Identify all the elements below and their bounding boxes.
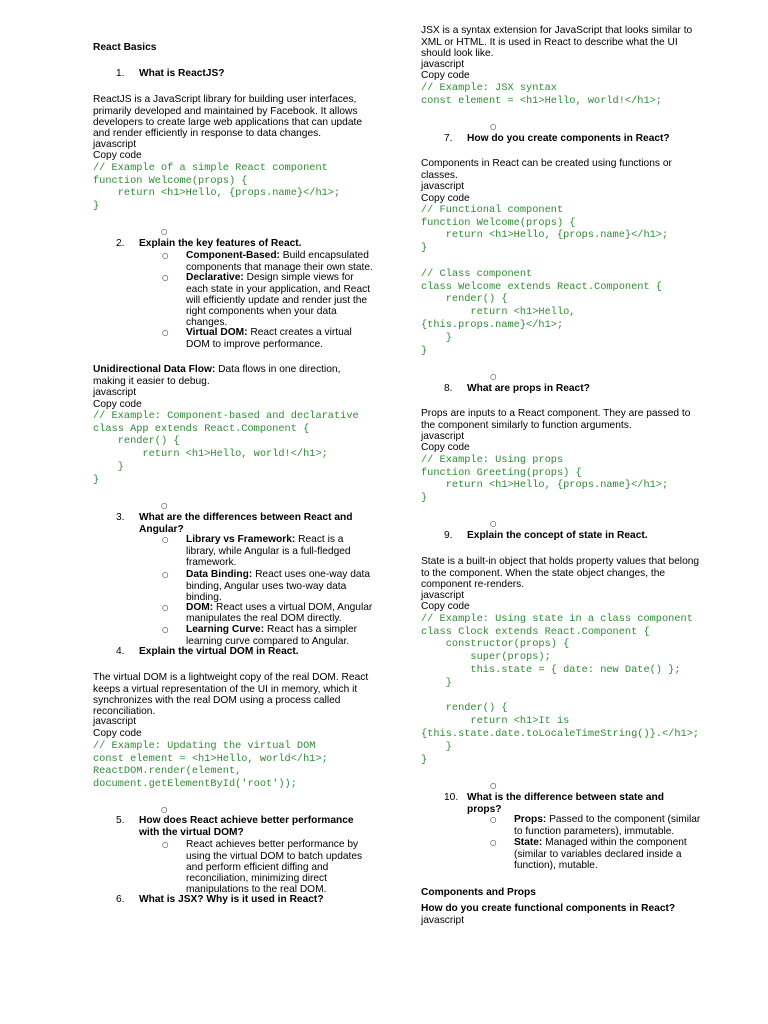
feature-item	[162, 250, 373, 273]
code-block: // Example: JSX syntax const element = <h1>Hello, world!</h1>;	[421, 81, 662, 107]
difference-text: React is a library, while Angular is a full-fledged framework.	[186, 534, 351, 568]
question-heading: What are props in React?	[467, 383, 590, 395]
question-heading: What is the difference between state and props?	[467, 792, 664, 815]
code-language-label: javascript	[421, 431, 465, 443]
code-block: // Example: Using props function Greeting(props) { return <h1>Hello, {props.name}</h1>; }	[421, 453, 669, 505]
answer-text: React achieves better performance by using the virtual DOM to batch updates and perform efficient diffing and reconciliation, minimizing direct manipulations to the real DOM.	[186, 839, 363, 896]
difference-text: React uses a virtual DOM, Angular manipulates the real DOM directly.	[186, 601, 373, 624]
code-block: // Example: Using state in a class component class Clock extends React.Component { constructor(props) { super(props); this.state = { date: new Date() }; } render() { return <h1>It is {this.state.date.toLocaleTimeString()}.</h1>; } }	[421, 612, 700, 766]
difference-text: Passed to the component (similar to function parameters), immutable.	[514, 814, 701, 837]
code-language-label: javascript	[421, 590, 465, 602]
bullet-circle-icon: ○	[490, 781, 497, 791]
answer-item	[162, 839, 363, 896]
answer-paragraph: ReactJS is a JavaScript library for building user interfaces, primarily developed and maintained by Facebook. It allows developers to create large web applications that can update and render efficiently in response to data changes.	[93, 94, 363, 139]
difference-text: React uses one-way data binding, Angular uses two-way data binding.	[186, 569, 371, 603]
code-language-label: javascript	[421, 181, 465, 193]
question-heading: How do you create components in React?	[467, 133, 670, 145]
bullet-circle-icon: ○	[490, 815, 497, 825]
question-heading: What are the differences between React and Angular?	[139, 512, 353, 535]
copy-code-label: Copy code	[421, 192, 470, 204]
question-number: 4.	[116, 646, 125, 658]
answer-paragraph: JSX is a syntax extension for JavaScript that looks similar to XML or HTML. It is used in React to describe what the UI should look like.	[421, 25, 693, 59]
bullet-circle-icon: ○	[161, 501, 168, 511]
code-language-label: javascript	[93, 387, 137, 399]
section-question: How do you create functional components in React?	[421, 903, 676, 915]
copy-code-label: Copy code	[421, 70, 470, 82]
question-heading: What is ReactJS?	[139, 68, 225, 80]
bullet-circle-icon: ○	[162, 840, 169, 850]
difference-item	[162, 569, 371, 603]
bullet-circle-icon: ○	[490, 838, 497, 848]
difference-term: Learning Curve:	[186, 624, 265, 636]
question-heading: How does React achieve better performance with the virtual DOM?	[139, 815, 354, 838]
question-heading: Explain the concept of state in React.	[467, 530, 648, 542]
question-number: 6.	[116, 894, 125, 906]
copy-code-label: Copy code	[93, 150, 142, 161]
question-heading: Explain the key features of React.	[139, 238, 302, 250]
copy-code-label: Copy code	[421, 442, 470, 454]
question-heading: What is JSX? Why is it used in React?	[139, 894, 324, 906]
difference-item	[162, 601, 373, 624]
question-number: 8.	[444, 383, 453, 395]
bullet-circle-icon: ○	[490, 519, 497, 529]
difference-term: Props:	[514, 814, 547, 826]
feature-item	[162, 327, 352, 350]
question-number: 3.	[116, 512, 125, 524]
bullet-circle-icon: ○	[490, 122, 497, 132]
code-language-label: javascript	[421, 59, 465, 71]
bullet-circle-icon: ○	[162, 251, 169, 261]
feature-item	[162, 272, 371, 329]
feature-term: Unidirectional Data Flow:	[93, 364, 216, 376]
question-number: 1.	[116, 68, 125, 80]
bullet-circle-icon: ○	[490, 372, 497, 382]
difference-item	[162, 624, 357, 647]
bullet-circle-icon: ○	[161, 227, 168, 237]
feature-text: Design simple views for each state in your application, and React will efficiently update and render just the right components when your data changes.	[186, 272, 371, 329]
answer-paragraph: State is a built-in object that holds property values that belong to the component. When the state object changes, the component re-renders.	[421, 556, 700, 590]
bullet-circle-icon: ○	[161, 805, 168, 815]
answer-paragraph: Props are inputs to a React component. They are passed to the component similarly to function arguments.	[421, 408, 691, 431]
feature-paragraph	[93, 364, 340, 386]
difference-term: DOM:	[186, 601, 214, 613]
code-language-label: javascript	[93, 138, 137, 150]
code-block: // Functional component function Welcome(props) { return <h1>Hello, {props.name}</h1>; } // Class component class Welcome extends React.Component { render() { return <h1>Hello, {this.props.name}</h1>; } }	[421, 203, 669, 357]
question-number: 2.	[116, 238, 125, 250]
code-block: // Example: Component-based and declarative class App extends React.Component { render() { return <h1>Hello, world!</h1>; } }	[93, 409, 359, 486]
difference-text: Managed within the component (similar to variables declared inside a function), mutable.	[514, 837, 687, 871]
bullet-circle-icon: ○	[162, 328, 169, 338]
code-block: // Example of a simple React component function Welcome(props) { return <h1>Hello, {props.name}</h1>; }	[93, 161, 341, 213]
question-number: 9.	[444, 530, 453, 542]
difference-term: Library vs Framework:	[186, 534, 296, 546]
bullet-circle-icon: ○	[162, 535, 169, 545]
code-language-label: javascript	[421, 915, 465, 927]
bullet-circle-icon: ○	[162, 602, 169, 612]
feature-term: Declarative:	[186, 272, 244, 284]
answer-paragraph: The virtual DOM is a lightweight copy of the real DOM. React keeps a virtual representation of the UI in memory, which it synchronizes with the real DOM using a process called reconciliation.	[93, 672, 369, 717]
difference-term: Data Binding:	[186, 569, 253, 581]
bullet-circle-icon: ○	[162, 273, 169, 283]
copy-code-label: Copy code	[93, 728, 142, 740]
answer-paragraph: Components in React can be created using functions or classes.	[421, 158, 672, 181]
feature-text: Data flows in one direction, making it easier to debug.	[93, 364, 341, 387]
difference-item	[490, 837, 687, 871]
question-heading: Explain the virtual DOM in React.	[139, 646, 299, 658]
question-number: 10.	[444, 792, 459, 804]
difference-item	[490, 814, 701, 837]
code-language-label: javascript	[93, 716, 137, 728]
copy-code-label: Copy code	[93, 398, 142, 410]
bullet-circle-icon: ○	[162, 625, 169, 635]
code-block: // Example: Updating the virtual DOM const element = <h1>Hello, world</h1>; ReactDOM.render(element, document.getElementById('root'));	[93, 739, 328, 791]
feature-term: Virtual DOM:	[186, 327, 248, 339]
feature-term: Component-Based:	[186, 250, 280, 262]
difference-text: React has a simpler learning curve compared to Angular.	[186, 624, 357, 647]
feature-text: Build encapsulated components that manage their own state.	[186, 250, 373, 273]
difference-item	[162, 534, 351, 568]
question-number: 7.	[444, 133, 453, 145]
bullet-circle-icon: ○	[162, 570, 169, 580]
question-number: 5.	[116, 815, 125, 827]
feature-text: React creates a virtual DOM to improve performance.	[186, 327, 352, 350]
document-title: React Basics	[93, 42, 157, 54]
section-heading: Components and Props	[421, 887, 536, 899]
copy-code-label: Copy code	[421, 601, 470, 613]
difference-term: State:	[514, 837, 543, 849]
